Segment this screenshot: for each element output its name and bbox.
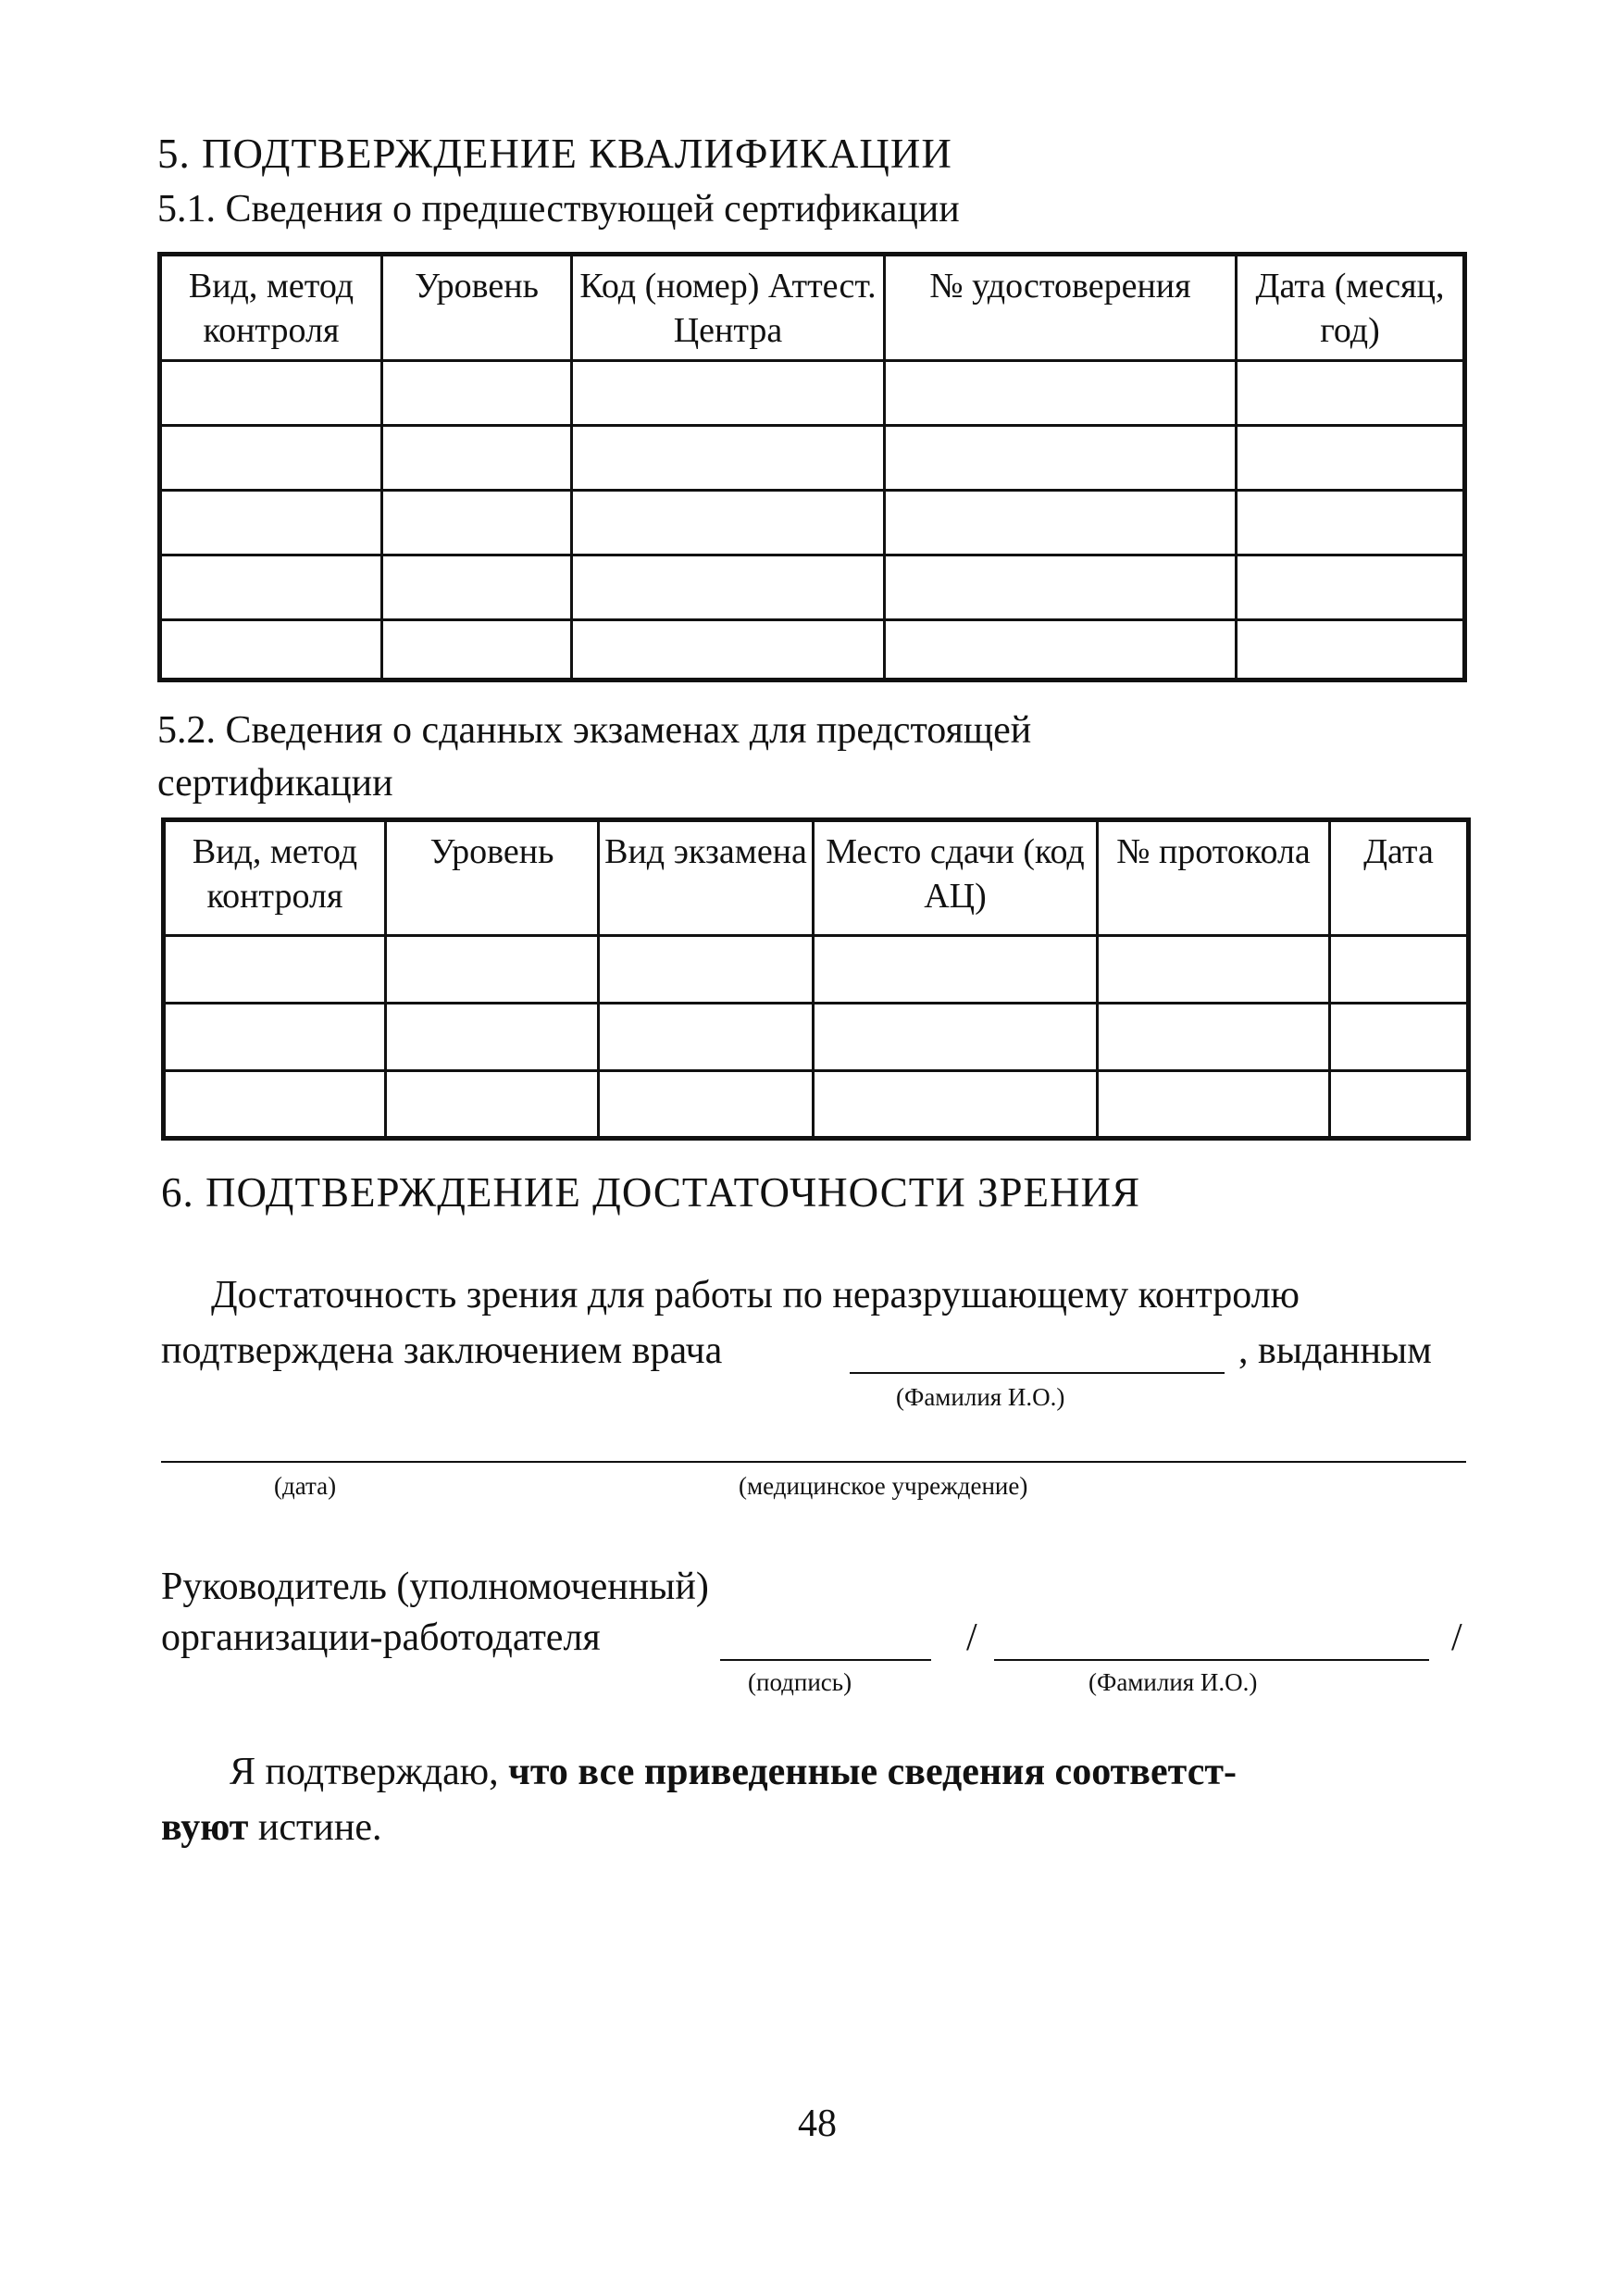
header-cell: Вид, метод контроля [164,820,386,936]
input-cell[interactable] [1237,491,1465,555]
input-cell[interactable] [572,491,885,555]
input-cell[interactable] [814,1004,1098,1071]
section-5-2-title: 5.2. Сведения о сданных экзаменах для предстоящей [157,709,1032,752]
section-5-1-title: 5.1. Сведения о предшествующей сертификации [157,188,960,231]
input-cell[interactable] [814,936,1098,1004]
input-cell[interactable] [1237,555,1465,620]
input-cell[interactable] [164,1071,386,1139]
input-cell[interactable] [164,1004,386,1071]
table-header-row [164,820,1469,936]
section-5-2-title-cont: сертификации [157,762,393,805]
input-cell[interactable] [1098,1004,1330,1071]
input-cell[interactable] [885,426,1237,491]
signature-caption: (подпись) [748,1668,852,1696]
input-cell[interactable] [164,936,386,1004]
prior-certification-table [157,252,1467,682]
input-cell[interactable] [1237,361,1465,426]
input-cell[interactable] [1330,936,1469,1004]
input-cell[interactable] [599,1004,814,1071]
header-cell: Вид, метод контроля [160,255,382,361]
input-cell[interactable] [1330,1071,1469,1139]
input-cell[interactable] [386,1004,599,1071]
input-cell[interactable] [599,1071,814,1139]
confirmation-line2 [161,1805,382,1850]
manager-name-caption: (Фамилия И.О.) [1088,1668,1258,1696]
table-row [160,361,1465,426]
header-cell: Код (номер) Аттест. Центра [572,255,885,361]
input-cell[interactable] [1237,426,1465,491]
input-cell[interactable] [814,1071,1098,1139]
input-cell[interactable] [572,620,885,680]
table-row [164,936,1469,1004]
table-header-row [160,255,1465,361]
signature-field[interactable] [720,1659,931,1661]
header-cell: Уровень [386,820,599,936]
header-cell: Уровень [382,255,572,361]
input-cell[interactable] [1237,620,1465,680]
header-cell: № удостоверения [885,255,1237,361]
input-cell[interactable] [382,361,572,426]
table-row [160,555,1465,620]
section-6-title: 6. ПОДТВЕРЖДЕНИЕ ДОСТАТОЧНОСТИ ЗРЕНИЯ [161,1169,1141,1216]
input-cell[interactable] [382,620,572,680]
table-row [164,1004,1469,1071]
input-cell[interactable] [885,361,1237,426]
input-cell[interactable] [160,491,382,555]
vision-paragraph-line2: подтверждена заключением врача [161,1329,723,1372]
institution-caption: (медицинское учреждение) [739,1472,1028,1500]
page-number: 48 [798,2103,837,2145]
table-row [160,491,1465,555]
input-cell[interactable] [1330,1004,1469,1071]
input-cell[interactable] [1098,936,1330,1004]
slash-separator-end: / [1451,1616,1462,1659]
input-cell[interactable] [160,426,382,491]
slash-separator: / [966,1616,977,1659]
confirmation-line1 [230,1750,1470,1794]
table-row [164,1071,1469,1139]
input-cell[interactable] [160,620,382,680]
header-cell: № протокола [1098,820,1330,936]
confirmation-text: Я подтверждаю, [230,1751,509,1793]
doctor-name-caption: (Фамилия И.О.) [896,1383,1065,1411]
input-cell[interactable] [160,361,382,426]
confirmation-bold-text: что все приведенные сведения соответст- [508,1751,1238,1793]
header-cell: Дата (месяц, год) [1237,255,1465,361]
input-cell[interactable] [160,555,382,620]
exams-table [161,817,1471,1141]
vision-paragraph-line2-end: , выданным [1238,1329,1432,1372]
input-cell[interactable] [382,491,572,555]
input-cell[interactable] [572,426,885,491]
manager-label-line1: Руководитель (уполномоченный) [161,1566,709,1608]
table-row [160,620,1465,680]
input-cell[interactable] [599,936,814,1004]
section-5-title: 5. ПОДТВЕРЖДЕНИЕ КВАЛИФИКАЦИИ [157,131,952,177]
input-cell[interactable] [1098,1071,1330,1139]
input-cell[interactable] [885,555,1237,620]
input-cell[interactable] [382,426,572,491]
doctor-name-field[interactable] [850,1372,1225,1374]
date-institution-field[interactable] [161,1461,1466,1463]
manager-name-field[interactable] [994,1659,1429,1661]
date-caption: (дата) [274,1472,337,1500]
input-cell[interactable] [382,555,572,620]
input-cell[interactable] [885,491,1237,555]
input-cell[interactable] [572,555,885,620]
header-cell: Вид экзамена [599,820,814,936]
input-cell[interactable] [386,936,599,1004]
header-cell: Дата [1330,820,1469,936]
manager-label-line2: организации-работодателя [161,1616,601,1659]
vision-paragraph-line1: Достаточность зрения для работы по неразрушающему контролю [211,1274,1300,1316]
input-cell[interactable] [386,1071,599,1139]
table-row [160,426,1465,491]
confirmation-text-end: истине. [248,1806,382,1849]
input-cell[interactable] [885,620,1237,680]
confirmation-bold-text-cont: вуют [161,1806,249,1849]
input-cell[interactable] [572,361,885,426]
header-cell: Место сдачи (код АЦ) [814,820,1098,936]
